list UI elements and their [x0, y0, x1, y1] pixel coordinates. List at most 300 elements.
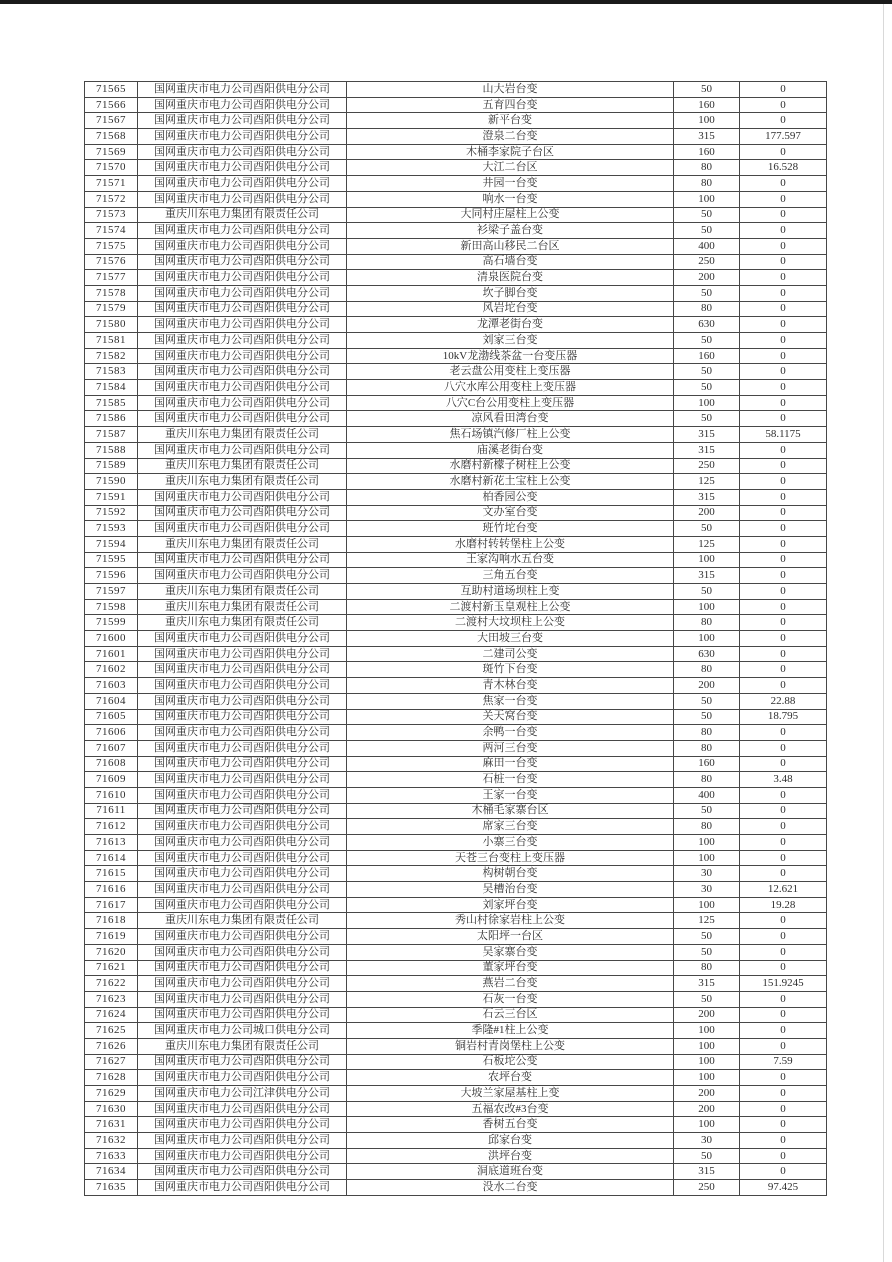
station-name-cell: 青木林台变 — [347, 678, 674, 694]
metric-cell: 0 — [740, 662, 827, 678]
metric-cell: 0 — [740, 1007, 827, 1023]
station-name-cell: 焦家一台变 — [347, 693, 674, 709]
capacity-cell: 200 — [674, 1101, 740, 1117]
table-row — [85, 662, 827, 678]
row-id-cell: 71607 — [85, 740, 138, 756]
row-id-cell: 71626 — [85, 1038, 138, 1054]
company-name-cell: 国网重庆市电力公司酉阳供电分公司 — [138, 1148, 347, 1164]
metric-cell: 0 — [740, 787, 827, 803]
metric-cell: 0 — [740, 113, 827, 129]
company-name-cell: 国网重庆市电力公司酉阳供电分公司 — [138, 740, 347, 756]
company-name-cell: 国网重庆市电力公司酉阳供电分公司 — [138, 1164, 347, 1180]
metric-cell: 0 — [740, 1070, 827, 1086]
station-name-cell: 龙潭老街台变 — [347, 317, 674, 333]
capacity-cell: 50 — [674, 1148, 740, 1164]
station-name-cell: 麻田一台变 — [347, 756, 674, 772]
capacity-cell: 50 — [674, 929, 740, 945]
row-id-cell: 71604 — [85, 693, 138, 709]
company-name-cell: 国网重庆市电力公司酉阳供电分公司 — [138, 380, 347, 396]
metric-cell: 151.9245 — [740, 976, 827, 992]
station-name-cell: 董家坪台变 — [347, 960, 674, 976]
metric-cell: 0 — [740, 913, 827, 929]
metric-cell: 12.621 — [740, 882, 827, 898]
table-row — [85, 113, 827, 129]
station-name-cell: 水磨村新花土宝柱上公变 — [347, 474, 674, 490]
station-name-cell: 洞底道班台变 — [347, 1164, 674, 1180]
row-id-cell: 71569 — [85, 144, 138, 160]
row-id-cell: 71570 — [85, 160, 138, 176]
station-name-cell: 衫梁子盖台变 — [347, 223, 674, 239]
table-row — [85, 1038, 827, 1054]
metric-cell: 0 — [740, 725, 827, 741]
row-id-cell: 71617 — [85, 897, 138, 913]
capacity-cell: 80 — [674, 301, 740, 317]
station-name-cell: 二建司公变 — [347, 646, 674, 662]
metric-cell: 0 — [740, 364, 827, 380]
table-row — [85, 1054, 827, 1070]
row-id-cell: 71610 — [85, 787, 138, 803]
row-id-cell: 71614 — [85, 850, 138, 866]
company-name-cell: 国网重庆市电力公司酉阳供电分公司 — [138, 552, 347, 568]
station-name-cell: 农坪台变 — [347, 1070, 674, 1086]
metric-cell: 0 — [740, 850, 827, 866]
company-name-cell: 重庆川东电力集团有限责任公司 — [138, 615, 347, 631]
table-row — [85, 1180, 827, 1196]
company-name-cell: 国网重庆市电力公司酉阳供电分公司 — [138, 254, 347, 270]
company-name-cell: 国网重庆市电力公司酉阳供电分公司 — [138, 285, 347, 301]
table-row — [85, 317, 827, 333]
capacity-cell: 100 — [674, 850, 740, 866]
capacity-cell: 250 — [674, 458, 740, 474]
capacity-cell: 315 — [674, 976, 740, 992]
capacity-cell: 400 — [674, 238, 740, 254]
row-id-cell: 71635 — [85, 1180, 138, 1196]
metric-cell: 0 — [740, 176, 827, 192]
station-name-cell: 新平台变 — [347, 113, 674, 129]
metric-cell: 97.425 — [740, 1180, 827, 1196]
row-id-cell: 71598 — [85, 599, 138, 615]
row-id-cell: 71566 — [85, 97, 138, 113]
table-row — [85, 1007, 827, 1023]
station-name-cell: 10kV龙渤线茶盆一台变压器 — [347, 348, 674, 364]
row-id-cell: 71623 — [85, 991, 138, 1007]
capacity-cell: 50 — [674, 285, 740, 301]
metric-cell: 0 — [740, 97, 827, 113]
metric-cell: 0 — [740, 1133, 827, 1149]
company-name-cell: 国网重庆市电力公司酉阳供电分公司 — [138, 991, 347, 1007]
table-row — [85, 1117, 827, 1133]
table-row — [85, 395, 827, 411]
station-name-cell: 山大岩台变 — [347, 82, 674, 98]
capacity-cell: 200 — [674, 270, 740, 286]
capacity-cell: 50 — [674, 709, 740, 725]
row-id-cell: 71574 — [85, 223, 138, 239]
row-id-cell: 71588 — [85, 442, 138, 458]
metric-cell: 0 — [740, 270, 827, 286]
company-name-cell: 国网重庆市电力公司酉阳供电分公司 — [138, 678, 347, 694]
row-id-cell: 71577 — [85, 270, 138, 286]
row-id-cell: 71573 — [85, 207, 138, 223]
metric-cell: 16.528 — [740, 160, 827, 176]
metric-cell: 0 — [740, 678, 827, 694]
capacity-cell: 50 — [674, 944, 740, 960]
metric-cell: 0 — [740, 536, 827, 552]
table-row — [85, 191, 827, 207]
station-name-cell: 天苍三台变柱上变压器 — [347, 850, 674, 866]
capacity-cell: 100 — [674, 1038, 740, 1054]
table-row — [85, 521, 827, 537]
transformer-table — [84, 81, 827, 1196]
row-id-cell: 71596 — [85, 568, 138, 584]
capacity-cell: 100 — [674, 599, 740, 615]
company-name-cell: 国网重庆市电力公司酉阳供电分公司 — [138, 787, 347, 803]
company-name-cell: 国网重庆市电力公司酉阳供电分公司 — [138, 411, 347, 427]
station-name-cell: 老云盘公用变柱上变压器 — [347, 364, 674, 380]
station-name-cell: 王家一台变 — [347, 787, 674, 803]
row-id-cell: 71633 — [85, 1148, 138, 1164]
company-name-cell: 国网重庆市电力公司酉阳供电分公司 — [138, 144, 347, 160]
company-name-cell: 国网重庆市电力公司酉阳供电分公司 — [138, 1180, 347, 1196]
station-name-cell: 班竹坨台变 — [347, 521, 674, 537]
station-name-cell: 二渡村大坟坝柱上公变 — [347, 615, 674, 631]
metric-cell: 0 — [740, 866, 827, 882]
station-name-cell: 柏香园公变 — [347, 489, 674, 505]
metric-cell: 0 — [740, 960, 827, 976]
station-name-cell: 木桶李家院子台区 — [347, 144, 674, 160]
company-name-cell: 国网重庆市电力公司酉阳供电分公司 — [138, 489, 347, 505]
table-row — [85, 1133, 827, 1149]
row-id-cell: 71567 — [85, 113, 138, 129]
company-name-cell: 国网重庆市电力公司酉阳供电分公司 — [138, 160, 347, 176]
row-id-cell: 71627 — [85, 1054, 138, 1070]
row-id-cell: 71586 — [85, 411, 138, 427]
metric-cell: 0 — [740, 317, 827, 333]
metric-cell: 22.88 — [740, 693, 827, 709]
station-name-cell: 石板坨公变 — [347, 1054, 674, 1070]
station-name-cell: 水磨村新檬子树柱上公变 — [347, 458, 674, 474]
row-id-cell: 71582 — [85, 348, 138, 364]
station-name-cell: 文办室台变 — [347, 505, 674, 521]
capacity-cell: 250 — [674, 1180, 740, 1196]
company-name-cell: 重庆川东电力集团有限责任公司 — [138, 584, 347, 600]
station-name-cell: 大同村庄屋柱上公变 — [347, 207, 674, 223]
capacity-cell: 100 — [674, 395, 740, 411]
table-row — [85, 333, 827, 349]
table-row — [85, 536, 827, 552]
metric-cell: 0 — [740, 819, 827, 835]
capacity-cell: 400 — [674, 787, 740, 803]
row-id-cell: 71602 — [85, 662, 138, 678]
station-name-cell: 凉风看田湾台变 — [347, 411, 674, 427]
table-row — [85, 913, 827, 929]
company-name-cell: 国网重庆市电力公司酉阳供电分公司 — [138, 113, 347, 129]
row-id-cell: 71590 — [85, 474, 138, 490]
station-name-cell: 清泉医院台变 — [347, 270, 674, 286]
metric-cell: 0 — [740, 568, 827, 584]
company-name-cell: 国网重庆市电力公司酉阳供电分公司 — [138, 395, 347, 411]
metric-cell: 0 — [740, 207, 827, 223]
capacity-cell: 315 — [674, 442, 740, 458]
row-id-cell: 71620 — [85, 944, 138, 960]
capacity-cell: 200 — [674, 1086, 740, 1102]
capacity-cell: 50 — [674, 207, 740, 223]
metric-cell: 19.28 — [740, 897, 827, 913]
capacity-cell: 100 — [674, 113, 740, 129]
row-id-cell: 71611 — [85, 803, 138, 819]
row-id-cell: 71583 — [85, 364, 138, 380]
company-name-cell: 国网重庆市电力公司酉阳供电分公司 — [138, 1007, 347, 1023]
table-row — [85, 285, 827, 301]
metric-cell: 0 — [740, 1086, 827, 1102]
row-id-cell: 71606 — [85, 725, 138, 741]
company-name-cell: 国网重庆市电力公司酉阳供电分公司 — [138, 317, 347, 333]
table-row — [85, 740, 827, 756]
metric-cell: 0 — [740, 521, 827, 537]
company-name-cell: 国网重庆市电力公司酉阳供电分公司 — [138, 929, 347, 945]
company-name-cell: 国网重庆市电力公司江津供电分公司 — [138, 1086, 347, 1102]
company-name-cell: 国网重庆市电力公司酉阳供电分公司 — [138, 897, 347, 913]
station-name-cell: 新田高山移民二台区 — [347, 238, 674, 254]
station-name-cell: 石云三台区 — [347, 1007, 674, 1023]
metric-cell: 0 — [740, 646, 827, 662]
station-name-cell: 大江二台区 — [347, 160, 674, 176]
capacity-cell: 100 — [674, 1070, 740, 1086]
capacity-cell: 100 — [674, 835, 740, 851]
company-name-cell: 国网重庆市电力公司酉阳供电分公司 — [138, 646, 347, 662]
table-row — [85, 348, 827, 364]
metric-cell: 0 — [740, 254, 827, 270]
table-row — [85, 976, 827, 992]
capacity-cell: 100 — [674, 1054, 740, 1070]
station-name-cell: 吴槽治台变 — [347, 882, 674, 898]
table-row — [85, 160, 827, 176]
metric-cell: 0 — [740, 835, 827, 851]
metric-cell: 0 — [740, 631, 827, 647]
station-name-cell: 坎子脚台变 — [347, 285, 674, 301]
company-name-cell: 国网重庆市电力公司酉阳供电分公司 — [138, 819, 347, 835]
company-name-cell: 国网重庆市电力公司酉阳供电分公司 — [138, 505, 347, 521]
capacity-cell: 50 — [674, 803, 740, 819]
table-row — [85, 835, 827, 851]
row-id-cell: 71587 — [85, 427, 138, 443]
row-id-cell: 71622 — [85, 976, 138, 992]
company-name-cell: 国网重庆市电力公司酉阳供电分公司 — [138, 866, 347, 882]
capacity-cell: 100 — [674, 1023, 740, 1039]
capacity-cell: 100 — [674, 631, 740, 647]
company-name-cell: 国网重庆市电力公司酉阳供电分公司 — [138, 1133, 347, 1149]
station-name-cell: 关天窝台变 — [347, 709, 674, 725]
metric-cell: 0 — [740, 803, 827, 819]
row-id-cell: 71571 — [85, 176, 138, 192]
station-name-cell: 季隆#1柱上公变 — [347, 1023, 674, 1039]
metric-cell: 0 — [740, 223, 827, 239]
table-row — [85, 97, 827, 113]
window-top-edge-bar — [0, 0, 892, 4]
metric-cell: 177.597 — [740, 129, 827, 145]
capacity-cell: 30 — [674, 1133, 740, 1149]
row-id-cell: 71631 — [85, 1117, 138, 1133]
capacity-cell: 200 — [674, 678, 740, 694]
metric-cell: 0 — [740, 301, 827, 317]
metric-cell: 0 — [740, 333, 827, 349]
company-name-cell: 国网重庆市电力公司酉阳供电分公司 — [138, 442, 347, 458]
station-name-cell: 井园一台变 — [347, 176, 674, 192]
row-id-cell: 71578 — [85, 285, 138, 301]
station-name-cell: 洪坪台变 — [347, 1148, 674, 1164]
row-id-cell: 71616 — [85, 882, 138, 898]
metric-cell: 0 — [740, 285, 827, 301]
table-row — [85, 709, 827, 725]
table-row — [85, 1086, 827, 1102]
capacity-cell: 80 — [674, 772, 740, 788]
company-name-cell: 国网重庆市电力公司酉阳供电分公司 — [138, 364, 347, 380]
row-id-cell: 71572 — [85, 191, 138, 207]
company-name-cell: 国网重庆市电力公司酉阳供电分公司 — [138, 976, 347, 992]
station-name-cell: 太阳坪一台区 — [347, 929, 674, 945]
metric-cell: 0 — [740, 348, 827, 364]
capacity-cell: 80 — [674, 740, 740, 756]
company-name-cell: 重庆川东电力集团有限责任公司 — [138, 207, 347, 223]
station-name-cell: 燕岩二台变 — [347, 976, 674, 992]
company-name-cell: 国网重庆市电力公司酉阳供电分公司 — [138, 772, 347, 788]
table-row — [85, 1023, 827, 1039]
company-name-cell: 国网重庆市电力公司城口供电分公司 — [138, 1023, 347, 1039]
station-name-cell: 高石墙台变 — [347, 254, 674, 270]
table-row — [85, 599, 827, 615]
row-id-cell: 71605 — [85, 709, 138, 725]
metric-cell: 58.1175 — [740, 427, 827, 443]
metric-cell: 0 — [740, 756, 827, 772]
metric-cell: 0 — [740, 1038, 827, 1054]
document-page — [84, 81, 817, 1196]
company-name-cell: 国网重庆市电力公司酉阳供电分公司 — [138, 725, 347, 741]
capacity-cell: 80 — [674, 615, 740, 631]
capacity-cell: 315 — [674, 129, 740, 145]
table-row — [85, 631, 827, 647]
station-name-cell: 邱家台变 — [347, 1133, 674, 1149]
metric-cell: 0 — [740, 191, 827, 207]
row-id-cell: 71575 — [85, 238, 138, 254]
company-name-cell: 国网重庆市电力公司酉阳供电分公司 — [138, 835, 347, 851]
row-id-cell: 71630 — [85, 1101, 138, 1117]
table-row — [85, 850, 827, 866]
row-id-cell: 71603 — [85, 678, 138, 694]
metric-cell: 0 — [740, 615, 827, 631]
table-row — [85, 129, 827, 145]
company-name-cell: 国网重庆市电力公司酉阳供电分公司 — [138, 176, 347, 192]
table-row — [85, 176, 827, 192]
capacity-cell: 315 — [674, 1164, 740, 1180]
station-name-cell: 庙溪老街台变 — [347, 442, 674, 458]
metric-cell: 0 — [740, 82, 827, 98]
station-name-cell: 响水一台变 — [347, 191, 674, 207]
metric-cell: 0 — [740, 144, 827, 160]
metric-cell: 0 — [740, 1117, 827, 1133]
table-row — [85, 458, 827, 474]
row-id-cell: 71629 — [85, 1086, 138, 1102]
capacity-cell: 125 — [674, 474, 740, 490]
row-id-cell: 71628 — [85, 1070, 138, 1086]
table-row — [85, 803, 827, 819]
company-name-cell: 国网重庆市电力公司酉阳供电分公司 — [138, 82, 347, 98]
metric-cell: 0 — [740, 474, 827, 490]
capacity-cell: 80 — [674, 176, 740, 192]
company-name-cell: 重庆川东电力集团有限责任公司 — [138, 474, 347, 490]
table-row — [85, 929, 827, 945]
table-row — [85, 144, 827, 160]
station-name-cell: 吴家寨台变 — [347, 944, 674, 960]
station-name-cell: 互助村道场坝柱上变 — [347, 584, 674, 600]
company-name-cell: 重庆川东电力集团有限责任公司 — [138, 536, 347, 552]
company-name-cell: 国网重庆市电力公司酉阳供电分公司 — [138, 1070, 347, 1086]
station-name-cell: 秀山村徐家岩柱上公变 — [347, 913, 674, 929]
capacity-cell: 100 — [674, 1117, 740, 1133]
company-name-cell: 重庆川东电力集团有限责任公司 — [138, 458, 347, 474]
row-id-cell: 71613 — [85, 835, 138, 851]
company-name-cell: 国网重庆市电力公司酉阳供电分公司 — [138, 693, 347, 709]
page-edge-divider — [883, 4, 884, 1262]
capacity-cell: 160 — [674, 144, 740, 160]
metric-cell: 0 — [740, 505, 827, 521]
table-body — [85, 82, 827, 1196]
company-name-cell: 重庆川东电力集团有限责任公司 — [138, 427, 347, 443]
capacity-cell: 50 — [674, 364, 740, 380]
capacity-cell: 160 — [674, 97, 740, 113]
row-id-cell: 71621 — [85, 960, 138, 976]
metric-cell: 0 — [740, 1023, 827, 1039]
station-name-cell: 两河三台变 — [347, 740, 674, 756]
table-row — [85, 505, 827, 521]
metric-cell: 0 — [740, 552, 827, 568]
station-name-cell: 大坡兰家屋基柱上变 — [347, 1086, 674, 1102]
station-name-cell: 石灰一台变 — [347, 991, 674, 1007]
company-name-cell: 国网重庆市电力公司酉阳供电分公司 — [138, 1101, 347, 1117]
table-row — [85, 1164, 827, 1180]
capacity-cell: 250 — [674, 254, 740, 270]
station-name-cell: 二渡村新玉皇观柱上公变 — [347, 599, 674, 615]
company-name-cell: 国网重庆市电力公司酉阳供电分公司 — [138, 333, 347, 349]
table-row — [85, 646, 827, 662]
capacity-cell: 315 — [674, 489, 740, 505]
row-id-cell: 71594 — [85, 536, 138, 552]
row-id-cell: 71624 — [85, 1007, 138, 1023]
table-row — [85, 442, 827, 458]
station-name-cell: 刘家三台变 — [347, 333, 674, 349]
station-name-cell: 八穴C台公用变柱上变压器 — [347, 395, 674, 411]
table-row — [85, 364, 827, 380]
table-row — [85, 1148, 827, 1164]
row-id-cell: 71591 — [85, 489, 138, 505]
table-row — [85, 552, 827, 568]
table-row — [85, 82, 827, 98]
capacity-cell: 315 — [674, 427, 740, 443]
table-row — [85, 819, 827, 835]
capacity-cell: 80 — [674, 819, 740, 835]
table-row — [85, 991, 827, 1007]
company-name-cell: 国网重庆市电力公司酉阳供电分公司 — [138, 568, 347, 584]
company-name-cell: 国网重庆市电力公司酉阳供电分公司 — [138, 238, 347, 254]
table-row — [85, 944, 827, 960]
metric-cell: 0 — [740, 411, 827, 427]
company-name-cell: 重庆川东电力集团有限责任公司 — [138, 913, 347, 929]
metric-cell: 0 — [740, 1164, 827, 1180]
company-name-cell: 国网重庆市电力公司酉阳供电分公司 — [138, 709, 347, 725]
table-row — [85, 254, 827, 270]
table-row — [85, 584, 827, 600]
capacity-cell: 80 — [674, 662, 740, 678]
station-name-cell: 澄泉二台变 — [347, 129, 674, 145]
table-row — [85, 474, 827, 490]
